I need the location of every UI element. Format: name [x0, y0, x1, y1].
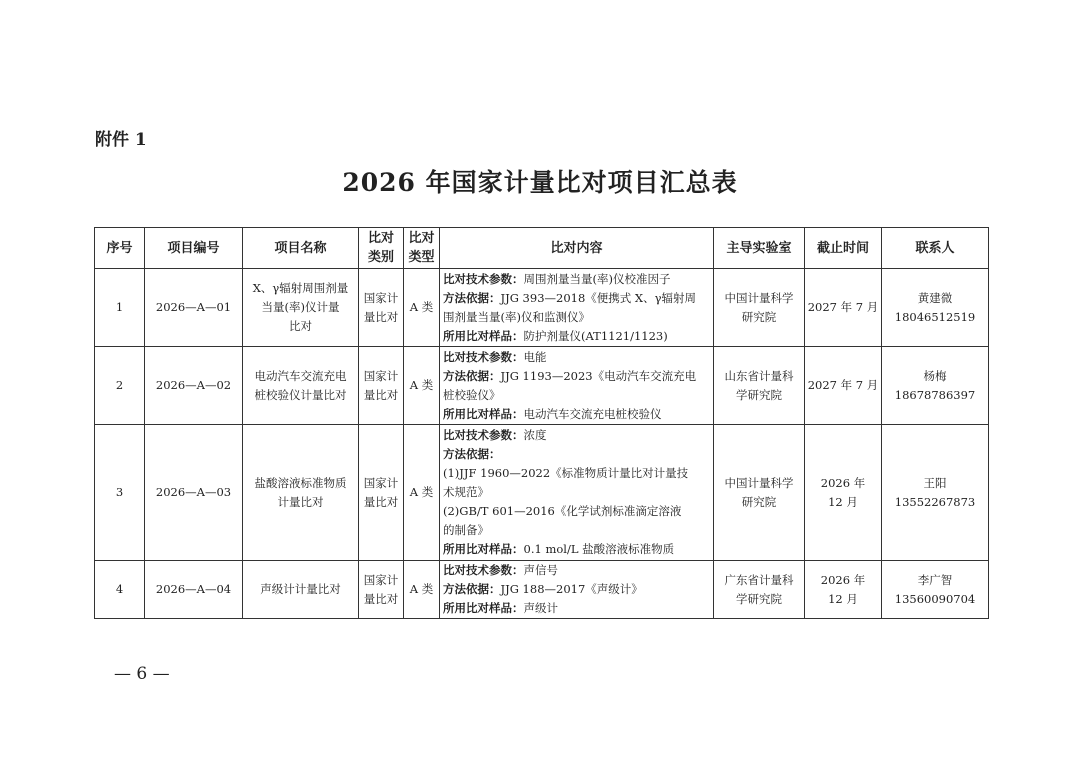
- header-lab: 主导实验室: [714, 228, 805, 269]
- header-type-line: 比对: [408, 231, 435, 246]
- cell-content: [440, 561, 714, 619]
- content-text: 浓度: [523, 428, 547, 442]
- content-line: [443, 521, 710, 540]
- cell-code: 2026—A—03: [145, 425, 243, 561]
- contact-line: 黄建微: [917, 290, 953, 305]
- header-deadline: 截止时间: [805, 228, 882, 269]
- content-line: [443, 327, 710, 346]
- content-line: [443, 367, 710, 386]
- deadline-line: 12 月: [828, 494, 858, 509]
- table-row: [95, 269, 989, 347]
- header-category-line: 类别: [367, 250, 394, 265]
- summary-table: [94, 227, 989, 619]
- content-label: 方法依据：: [443, 582, 501, 596]
- content-line: [443, 386, 710, 405]
- content-line: [443, 348, 710, 367]
- content-text: 电动汽车交流充电桩校验仪: [523, 406, 662, 421]
- header-contact: 联系人: [882, 228, 989, 269]
- content-text: 0.1 mol/L 盐酸溶液标准物质: [523, 542, 675, 556]
- cell-contact: [882, 347, 989, 425]
- cell-lab: [714, 269, 805, 347]
- cell-type: A 类: [404, 425, 440, 561]
- content-line: [443, 270, 710, 289]
- cell-seq: 1: [95, 269, 145, 347]
- table-row: [95, 347, 989, 425]
- content-line: [443, 502, 710, 521]
- content-line: [443, 445, 710, 464]
- cell-name: [243, 425, 359, 561]
- content-text: 防护剂量仪(AT1121/1123): [523, 328, 668, 343]
- name-line: 声级计计量比对: [260, 582, 341, 596]
- category-line: 国家计: [363, 290, 399, 305]
- header-code: 项目编号: [145, 228, 243, 269]
- content-label: 比对技术参数：: [443, 428, 524, 442]
- cell-lab: [714, 561, 805, 619]
- lab-line: 广东省计量科: [724, 572, 794, 587]
- content-label: 所用比对样品：: [443, 601, 524, 615]
- header-category-line: 比对: [367, 231, 394, 246]
- content-line: [443, 308, 710, 327]
- cell-content: [440, 269, 714, 347]
- content-text: 术规范》: [443, 485, 489, 499]
- cell-name: [243, 269, 359, 347]
- content-label: 所用比对样品：: [443, 406, 524, 421]
- content-text: 声信号: [523, 563, 558, 577]
- cell-content: [440, 425, 714, 561]
- page-number: — 6 —: [114, 664, 170, 684]
- cell-contact: [882, 561, 989, 619]
- header-category: [359, 228, 404, 269]
- content-label: 所用比对样品：: [443, 328, 524, 343]
- content-text: JJG 1193—2023《电动汽车交流充电: [500, 368, 697, 383]
- cell-category: [359, 269, 404, 347]
- name-line: 计量比对: [277, 494, 324, 509]
- cell-seq: 4: [95, 561, 145, 619]
- cell-deadline: [805, 561, 882, 619]
- content-text: 声级计: [523, 601, 558, 615]
- contact-line: 杨梅: [923, 368, 947, 383]
- header-type-line: 类型: [408, 250, 435, 265]
- content-text: (1)JJF 1960—2022《标准物质计量比对计量技: [443, 466, 689, 480]
- content-text: 的制备》: [443, 523, 489, 537]
- name-line: X、γ辐射周围剂量: [252, 281, 349, 295]
- cell-category: [359, 425, 404, 561]
- cell-contact: [882, 425, 989, 561]
- lab-line: 山东省计量科: [724, 368, 794, 383]
- content-label: 方法依据：: [443, 447, 501, 461]
- content-line: [443, 599, 710, 618]
- category-line: 国家计: [363, 475, 399, 490]
- contact-line: 李广智: [917, 572, 953, 587]
- header-name: 项目名称: [243, 228, 359, 269]
- category-line: 国家计: [363, 368, 399, 383]
- table-row: [95, 425, 989, 561]
- lab-line: 研究院: [741, 309, 777, 324]
- deadline-line: 2027 年 7 月: [807, 300, 879, 314]
- cell-deadline: [805, 347, 882, 425]
- cell-category: [359, 347, 404, 425]
- deadline-line: 2026 年: [820, 475, 866, 490]
- contact-line: 13552267873: [894, 494, 976, 509]
- lab-line: 中国计量科学: [724, 290, 794, 305]
- contact-line: 18678786397: [894, 387, 976, 402]
- lab-line: 中国计量科学: [724, 475, 794, 490]
- content-text: 围剂量当量(率)仪和监测仪》: [443, 309, 590, 324]
- content-line: [443, 426, 710, 445]
- attachment-label: 附件 1: [95, 130, 147, 150]
- lab-line: 学研究院: [736, 387, 782, 402]
- cell-deadline: [805, 269, 882, 347]
- content-line: [443, 464, 710, 483]
- header-seq: 序号: [95, 228, 145, 269]
- content-text: 周围剂量当量(率)仪校准因子: [523, 271, 671, 286]
- content-label: 方法依据：: [443, 368, 501, 383]
- lab-line: 研究院: [741, 494, 777, 509]
- category-line: 国家计: [363, 572, 399, 587]
- cell-lab: [714, 425, 805, 561]
- content-label: 比对技术参数：: [443, 271, 524, 286]
- deadline-line: 2026 年: [820, 572, 866, 587]
- content-label: 比对技术参数：: [443, 563, 524, 577]
- cell-code: 2026—A—04: [145, 561, 243, 619]
- category-line: 量比对: [363, 309, 399, 324]
- content-line: [443, 405, 710, 424]
- cell-seq: 2: [95, 347, 145, 425]
- category-line: 量比对: [363, 387, 399, 402]
- cell-seq: 3: [95, 425, 145, 561]
- cell-code: 2026—A—01: [145, 269, 243, 347]
- name-line: 比对: [289, 319, 312, 333]
- deadline-line: 12 月: [828, 591, 858, 606]
- cell-category: [359, 561, 404, 619]
- content-line: [443, 483, 710, 502]
- content-text: JJG 188—2017《声级计》: [500, 582, 643, 596]
- name-line: 当量(率)仪计量: [261, 300, 340, 314]
- cell-type: A 类: [404, 269, 440, 347]
- name-line: 桩校验仪计量比对: [254, 387, 347, 402]
- content-text: (2)GB/T 601—2016《化学试剂标准滴定溶液: [443, 504, 682, 518]
- contact-line: 13560090704: [894, 591, 976, 606]
- cell-name: [243, 561, 359, 619]
- table-row: [95, 561, 989, 619]
- header-type: [404, 228, 440, 269]
- deadline-line: 2027 年 7 月: [807, 378, 879, 392]
- cell-contact: [882, 269, 989, 347]
- content-text: JJG 393—2018《便携式 X、γ辐射周: [500, 290, 696, 305]
- contact-line: 王阳: [923, 475, 947, 490]
- cell-content: [440, 347, 714, 425]
- lab-line: 学研究院: [736, 591, 782, 606]
- category-line: 量比对: [363, 591, 399, 606]
- content-line: [443, 540, 710, 559]
- content-text: 桩校验仪》: [443, 387, 501, 402]
- header-row: [95, 228, 989, 269]
- cell-deadline: [805, 425, 882, 561]
- content-label: 方法依据：: [443, 290, 501, 305]
- content-line: [443, 561, 710, 580]
- cell-name: [243, 347, 359, 425]
- page-title: 2026 年国家计量比对项目汇总表: [342, 168, 738, 197]
- contact-line: 18046512519: [894, 309, 976, 324]
- header-content: 比对内容: [440, 228, 714, 269]
- name-line: 盐酸溶液标准物质: [254, 475, 347, 490]
- content-label: 比对技术参数：: [443, 349, 524, 364]
- cell-lab: [714, 347, 805, 425]
- cell-type: A 类: [404, 347, 440, 425]
- name-line: 电动汽车交流充电: [254, 368, 347, 383]
- content-text: 电能: [523, 349, 547, 364]
- cell-type: A 类: [404, 561, 440, 619]
- content-line: [443, 289, 710, 308]
- content-label: 所用比对样品：: [443, 542, 524, 556]
- content-line: [443, 580, 710, 599]
- category-line: 量比对: [363, 494, 399, 509]
- cell-code: 2026—A—02: [145, 347, 243, 425]
